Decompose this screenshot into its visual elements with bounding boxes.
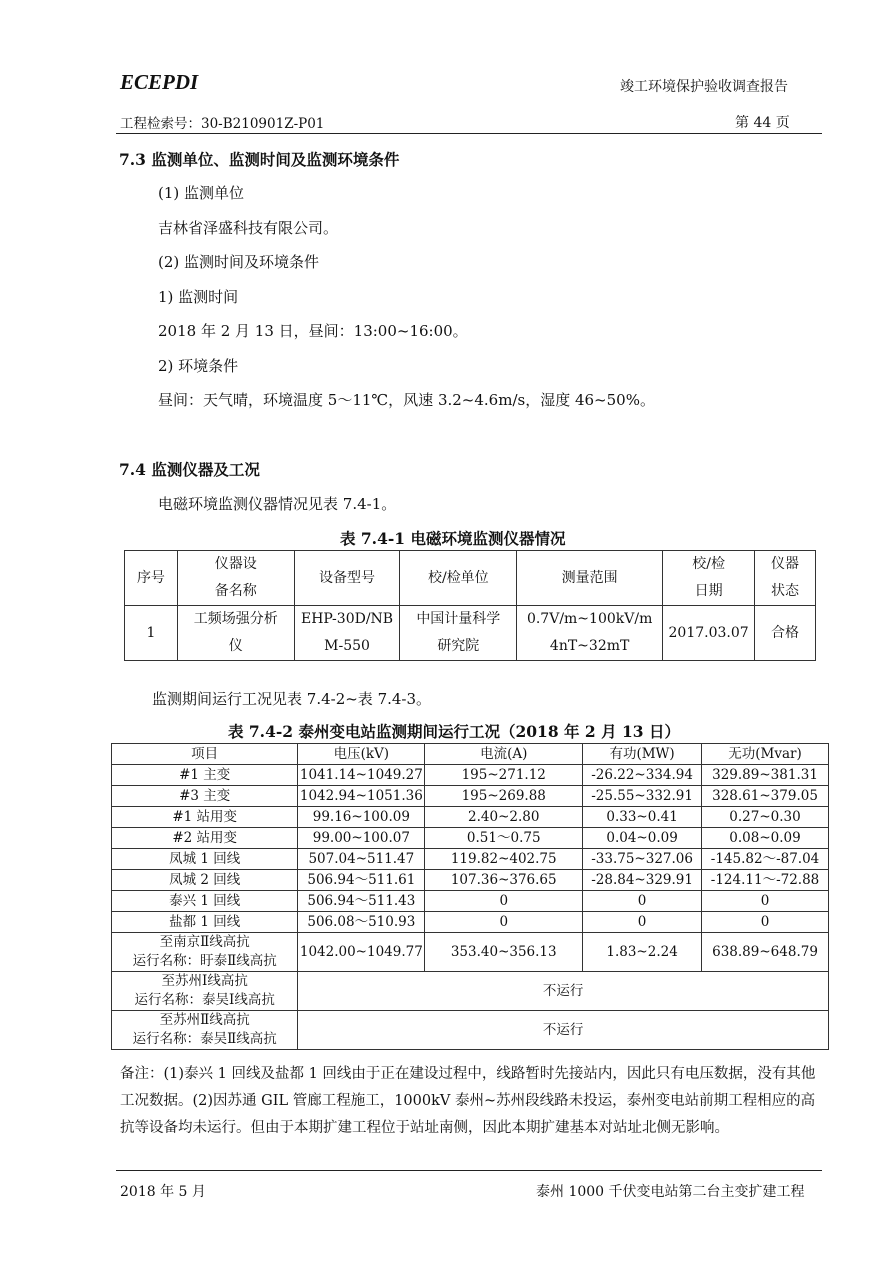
cell-status: 合格 bbox=[755, 606, 816, 661]
cell-item: 凤城 2 回线 bbox=[112, 870, 298, 891]
cell-instrument-name: 工频场强分析 仪 bbox=[177, 606, 294, 661]
cell-voltage: 506.94～511.61 bbox=[298, 870, 425, 891]
th-status: 仪器 状态 bbox=[755, 551, 816, 606]
cell-reactive: 0.08~0.09 bbox=[702, 828, 829, 849]
monitoring-unit-name: 吉林省泽盛科技有限公司。 bbox=[158, 219, 339, 237]
cell-current: 0 bbox=[425, 891, 583, 912]
table-note: 备注：(1)泰兴 1 回线及盐都 1 回线由于正在建设过程中，线路暂时先接站内，因此只有电压数据，没有其他工况数据。(2)因苏通 GIL 管廊工程施工，1000kV 泰州~苏州段线路未投运，泰州变电站前期工程相应的高抗等设备均未运行。但由于本期扩建工程位于站址南侧，因此本期扩建基本对站址北侧无影响。 bbox=[120, 1066, 816, 1136]
cell-active: 0 bbox=[583, 912, 702, 933]
report-title: 竣工环境保护验收调查报告 bbox=[620, 79, 788, 95]
company-logo: ECEPDI bbox=[120, 70, 199, 94]
table-row bbox=[112, 870, 829, 891]
cell-voltage: 1042.00~1049.77 bbox=[298, 933, 425, 972]
cell-current: 107.36~376.65 bbox=[425, 870, 583, 891]
cell-current: 0.51～0.75 bbox=[425, 828, 583, 849]
cell-reactive: 328.61~379.05 bbox=[702, 786, 829, 807]
cell-current: 0 bbox=[425, 912, 583, 933]
cell-active: 1.83~2.24 bbox=[583, 933, 702, 972]
th-calibration-unit: 校/检单位 bbox=[400, 551, 517, 606]
table-row-nanjing bbox=[112, 933, 829, 972]
th-calibration-date: 校/检 日期 bbox=[663, 551, 755, 606]
cell-reactive: 0.27~0.30 bbox=[702, 807, 829, 828]
index-number: 工程检索号：30-B210901Z-P01 bbox=[120, 116, 325, 132]
operation-table bbox=[111, 743, 829, 1050]
th-range: 测量范围 bbox=[517, 551, 663, 606]
cell-voltage: 506.08～510.93 bbox=[298, 912, 425, 933]
cell-item: 凤城 1 回线 bbox=[112, 849, 298, 870]
item-env-conditions: 2) 环境条件 bbox=[158, 357, 239, 375]
cell-reactive: 329.89~381.31 bbox=[702, 765, 829, 786]
item-time-conditions: (2) 监测时间及环境条件 bbox=[158, 253, 320, 271]
section-7-3-title: 7.3 监测单位、监测时间及监测环境条件 bbox=[119, 150, 400, 169]
cell-current: 353.40~356.13 bbox=[425, 933, 583, 972]
table1-caption: 表 7.4-1 电磁环境监测仪器情况 bbox=[340, 529, 566, 548]
cell-item: 盐都 1 回线 bbox=[112, 912, 298, 933]
cell-voltage: 507.04~511.47 bbox=[298, 849, 425, 870]
cell-item: #1 站用变 bbox=[112, 807, 298, 828]
cell-active: -33.75~327.06 bbox=[583, 849, 702, 870]
table1-row bbox=[125, 606, 816, 661]
header-rule bbox=[116, 133, 822, 134]
cell-current: 195~271.12 bbox=[425, 765, 583, 786]
cell-item: 至苏州Ⅰ线高抗 运行名称：泰吴Ⅰ线高抗 bbox=[112, 972, 298, 1011]
table2-header-row bbox=[112, 744, 829, 765]
cell-range: 0.7V/m~100kV/m 4nT~32mT bbox=[517, 606, 663, 661]
table-row bbox=[112, 849, 829, 870]
th-current: 电流(A) bbox=[425, 744, 583, 765]
table2-caption: 表 7.4-2 泰州变电站监测期间运行工况（2018 年 2 月 13 日） bbox=[228, 722, 680, 741]
cell-active: -25.55~332.91 bbox=[583, 786, 702, 807]
cell-item: #1 主变 bbox=[112, 765, 298, 786]
cell-current: 2.40~2.80 bbox=[425, 807, 583, 828]
table-row bbox=[112, 891, 829, 912]
table-row bbox=[112, 807, 829, 828]
page-number: 第 44 页 bbox=[735, 115, 790, 131]
cell-model: EHP-30D/NB M-550 bbox=[294, 606, 400, 661]
section-7-4-title: 7.4 监测仪器及工况 bbox=[119, 460, 260, 479]
table1-intro: 电磁环境监测仪器情况见表 7.4-1。 bbox=[158, 495, 397, 513]
cell-reactive: 0 bbox=[702, 891, 829, 912]
th-model: 设备型号 bbox=[294, 551, 400, 606]
table1-header-row bbox=[125, 551, 816, 606]
cell-active: -28.84~329.91 bbox=[583, 870, 702, 891]
cell-calibration-date: 2017.03.07 bbox=[663, 606, 755, 661]
cell-active: 0 bbox=[583, 891, 702, 912]
cell-item: #2 站用变 bbox=[112, 828, 298, 849]
cell-voltage: 1042.94~1051.36 bbox=[298, 786, 425, 807]
cell-item: #3 主变 bbox=[112, 786, 298, 807]
cell-reactive: 0 bbox=[702, 912, 829, 933]
cell-item: 泰兴 1 回线 bbox=[112, 891, 298, 912]
footer-rule bbox=[116, 1170, 822, 1171]
th-instrument-name: 仪器设 备名称 bbox=[177, 551, 294, 606]
cell-item: 至南京Ⅱ线高抗 运行名称：盱泰Ⅱ线高抗 bbox=[112, 933, 298, 972]
cell-voltage: 506.94～511.43 bbox=[298, 891, 425, 912]
th-index: 序号 bbox=[125, 551, 178, 606]
cell-current: 195~269.88 bbox=[425, 786, 583, 807]
table-row bbox=[112, 786, 829, 807]
item-monitoring-unit: (1) 监测单位 bbox=[158, 184, 245, 202]
th-item: 项目 bbox=[112, 744, 298, 765]
footer-project: 泰州 1000 千伏变电站第二台主变扩建工程 bbox=[536, 1184, 805, 1200]
env-conditions-value: 昼间：天气晴，环境温度 5～11℃，风速 3.2~4.6m/s，湿度 46~50%。 bbox=[158, 391, 655, 409]
cell-active: 0.04~0.09 bbox=[583, 828, 702, 849]
table-row-suzhou-2 bbox=[112, 1011, 829, 1050]
item-monitoring-time: 1) 监测时间 bbox=[158, 288, 239, 306]
table2-intro: 监测期间运行工况见表 7.4-2~表 7.4-3。 bbox=[152, 690, 432, 708]
cell-voltage: 1041.14~1049.27 bbox=[298, 765, 425, 786]
monitoring-time-value: 2018 年 2 月 13 日，昼间：13:00~16:00。 bbox=[158, 322, 468, 340]
cell-not-operating: 不运行 bbox=[298, 1011, 829, 1050]
table-row-suzhou-1 bbox=[112, 972, 829, 1011]
cell-item: 至苏州Ⅱ线高抗 运行名称：泰吴Ⅱ线高抗 bbox=[112, 1011, 298, 1050]
table-row bbox=[112, 912, 829, 933]
cell-voltage: 99.16~100.09 bbox=[298, 807, 425, 828]
cell-not-operating: 不运行 bbox=[298, 972, 829, 1011]
cell-calibration-unit: 中国计量科学 研究院 bbox=[400, 606, 517, 661]
cell-voltage: 99.00~100.07 bbox=[298, 828, 425, 849]
cell-reactive: -145.82～-87.04 bbox=[702, 849, 829, 870]
cell-reactive: 638.89~648.79 bbox=[702, 933, 829, 972]
instrument-table bbox=[124, 550, 816, 661]
table-row bbox=[112, 828, 829, 849]
th-active-power: 有功(MW) bbox=[583, 744, 702, 765]
cell-index: 1 bbox=[125, 606, 178, 661]
footer-date: 2018 年 5 月 bbox=[120, 1184, 206, 1200]
table-row bbox=[112, 765, 829, 786]
th-reactive-power: 无功(Mvar) bbox=[702, 744, 829, 765]
th-voltage: 电压(kV) bbox=[298, 744, 425, 765]
cell-active: -26.22~334.94 bbox=[583, 765, 702, 786]
cell-reactive: -124.11～-72.88 bbox=[702, 870, 829, 891]
cell-active: 0.33~0.41 bbox=[583, 807, 702, 828]
cell-current: 119.82~402.75 bbox=[425, 849, 583, 870]
